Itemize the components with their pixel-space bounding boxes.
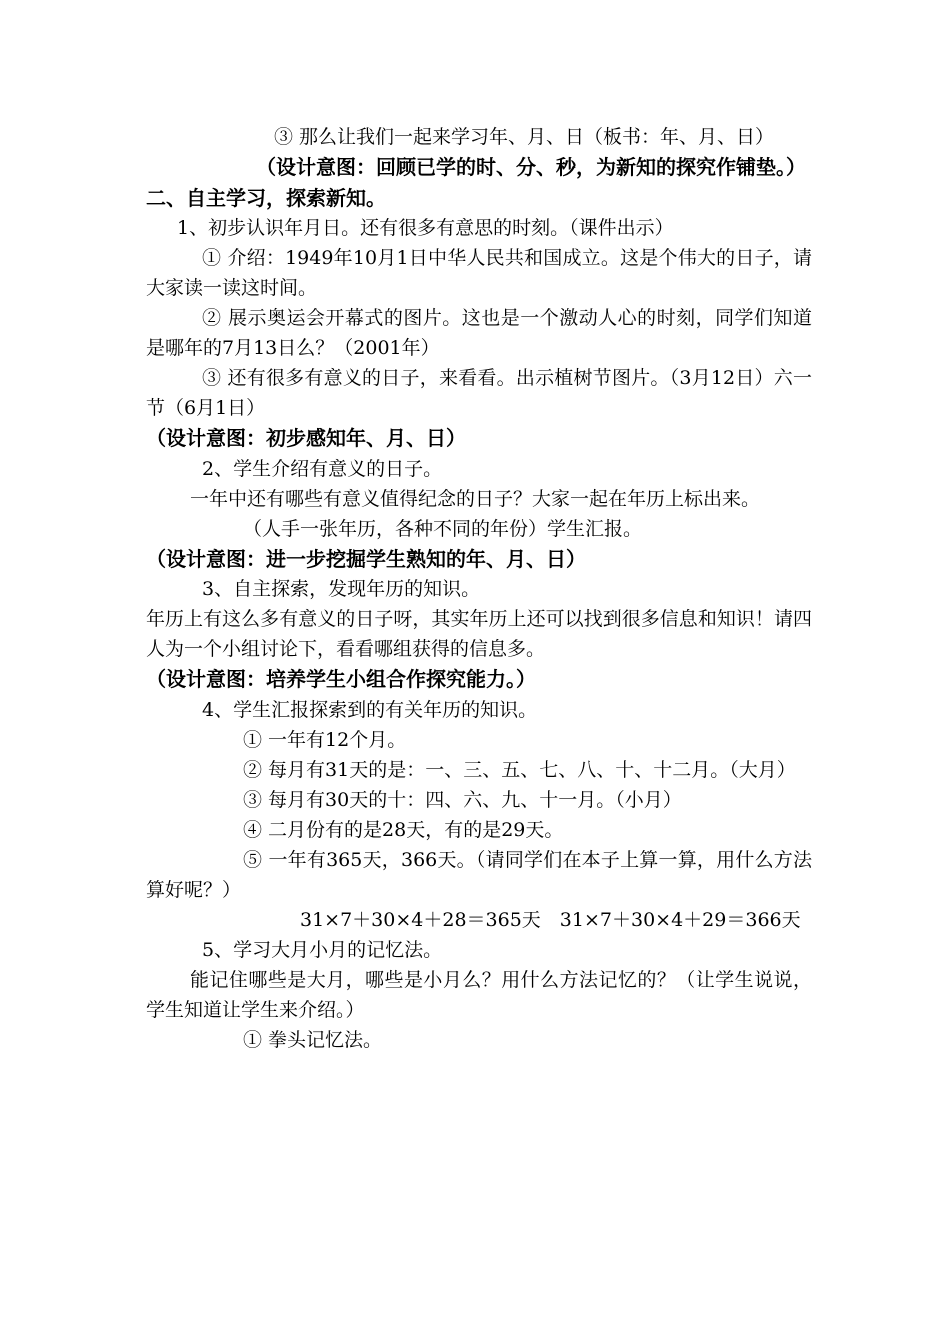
paragraph: 2、学生介绍有意义的日子。 [202, 457, 443, 480]
paragraph: 4、学生汇报探索到的有关年历的知识。 [202, 698, 538, 721]
formula-line: 31×7＋30×4＋28＝365天 31×7＋30×4＋29＝366天 [300, 908, 801, 931]
list-item: ③ 每月有30天的十：四、六、九、十一月。（小月） [243, 788, 682, 811]
paragraph: （人手一张年历，各种不同的年份）学生汇报。 [243, 517, 643, 540]
paragraph: ③ 那么让我们一起来学习年、月、日（板书：年、月、日） [274, 126, 775, 148]
paragraph: ③ 还有很多有意义的日子，来看看。出示植树节图片。（3月12日）六一节（6月1日） [146, 367, 812, 419]
design-intent-note: （设计意图：初步感知年、月、日） [146, 426, 466, 450]
paragraph: 年历上有这么多有意义的日子呀，其实年历上还可以找到很多信息和知识！请四人为一个小组讨论下，看看哪组获得的信息多。 [146, 608, 812, 660]
paragraph: 一年中还有哪些有意义值得纪念的日子？大家一起在年历上标出来。 [190, 487, 761, 510]
paragraph: 能记住哪些是大月，哪些是小月么？用什么方法记忆的？（让学生说说，学生知道让学生来介绍。） [146, 968, 812, 1021]
document-body [146, 122, 812, 1055]
paragraph: 5、学习大月小月的记忆法。 [202, 938, 443, 961]
paragraph: 1、初步认识年月日。还有很多有意思的时刻。（课件出示） [177, 217, 674, 239]
section-heading: 二、自主学习，探索新知。 [146, 185, 386, 210]
design-intent-note: （设计意图：进一步挖掘学生熟知的年、月、日） [146, 546, 586, 571]
list-item: ⑤ 一年有365天，366天。（请同学们在本子上算一算，用什么方法算好呢？） [146, 848, 812, 901]
design-intent-note: （设计意图：回顾已学的时、分、秒，为新知的探究作铺垫。） [256, 155, 806, 179]
paragraph: ② 展示奥运会开幕式的图片。这也是一个激动人心的时刻，同学们知道是哪年的7月13日么？（2001年） [146, 307, 812, 359]
paragraph: ① 介绍：1949年10月1日中华人民共和国成立。这是个伟大的日子，请大家读一读这时间。 [146, 247, 812, 299]
paragraph: 3、自主探索，发现年历的知识。 [202, 578, 481, 600]
list-item: ① 一年有12个月。 [243, 728, 407, 751]
list-item: ④ 二月份有的是28天，有的是29天。 [243, 818, 564, 841]
design-intent-note: （设计意图：培养学生小组合作探究能力。） [146, 667, 536, 691]
list-item: ② 每月有31天的是：一、三、五、七、八、十、十二月。（大月） [243, 758, 796, 781]
list-item: ① 拳头记忆法。 [243, 1028, 383, 1051]
